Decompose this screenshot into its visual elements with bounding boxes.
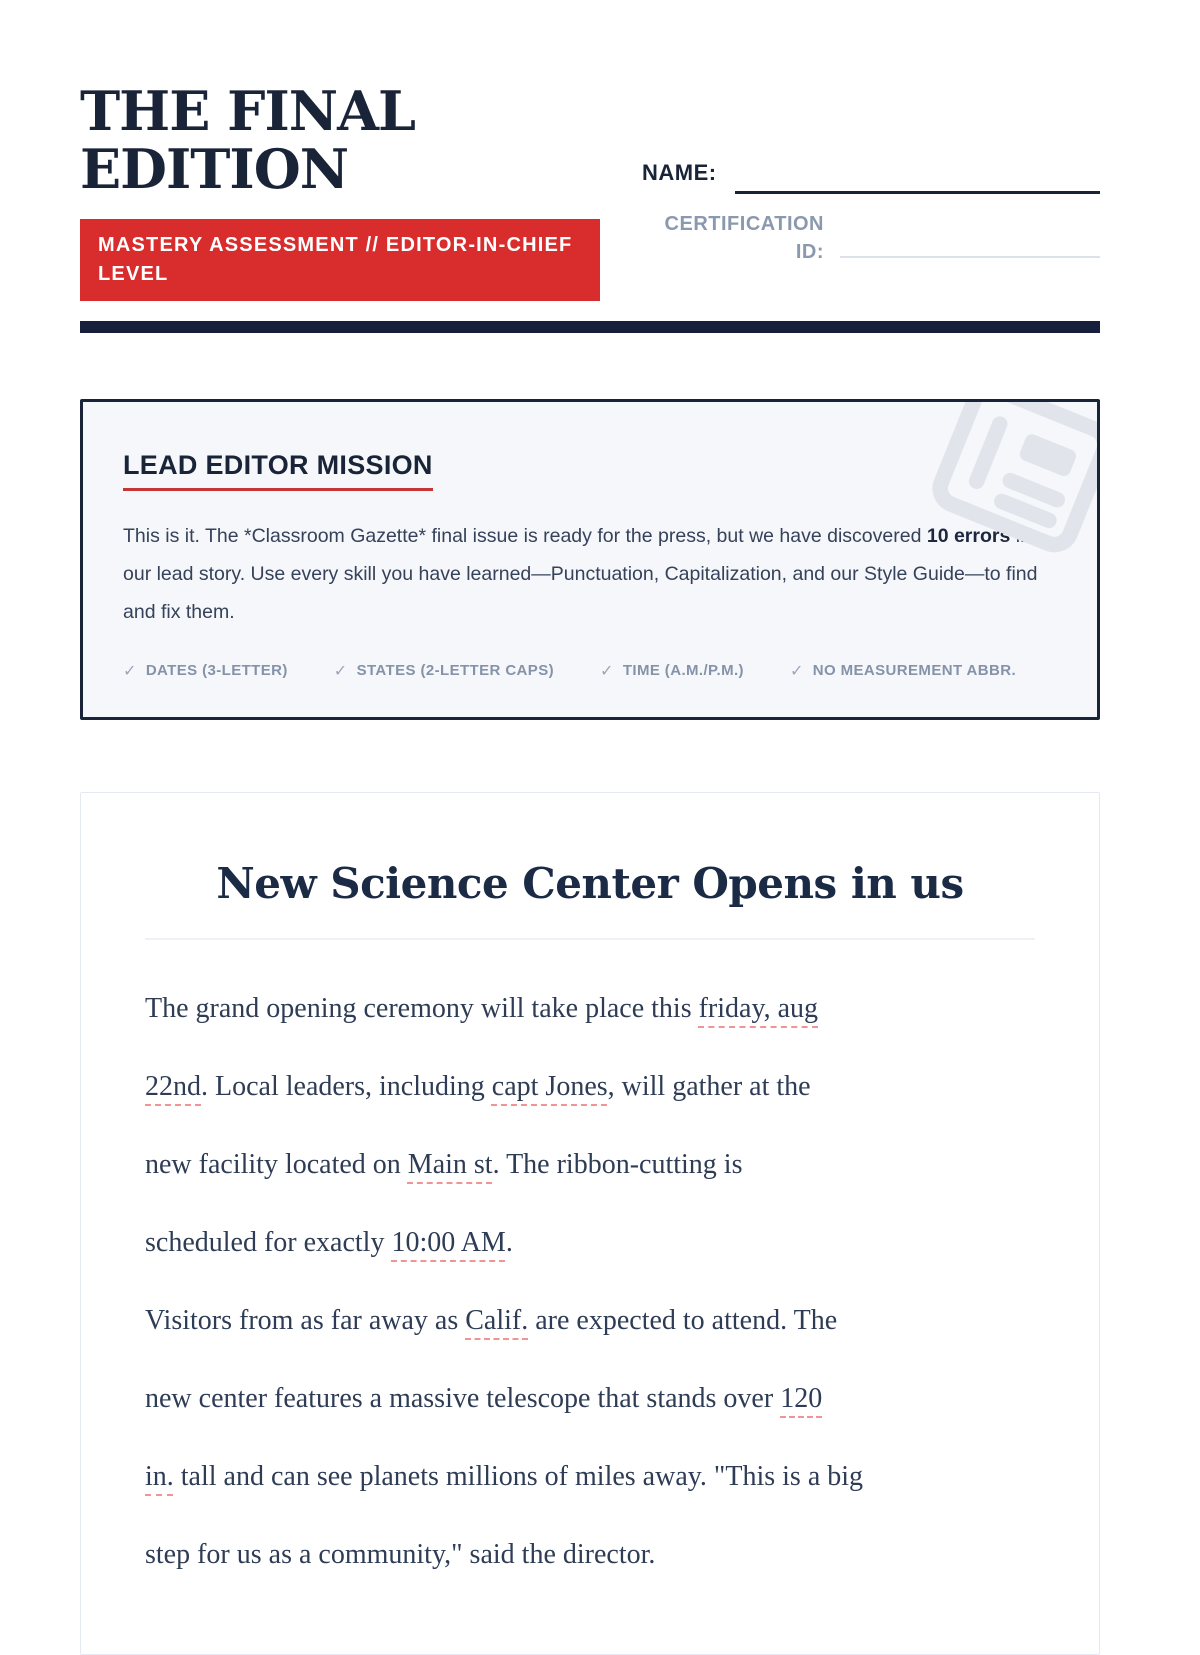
name-field-row bbox=[642, 160, 1100, 186]
name-blank-line bbox=[735, 191, 1100, 194]
text-span: Visitors from as far away as bbox=[145, 1304, 466, 1336]
name-label: NAME: bbox=[642, 160, 717, 185]
header-fields bbox=[600, 0, 1100, 301]
certification-id-label: CERTIFICATION ID: bbox=[664, 213, 824, 263]
error-span: Main st bbox=[407, 1148, 493, 1180]
tag-label: DATES (3-LETTER) bbox=[145, 662, 288, 680]
article-body bbox=[145, 970, 1035, 1594]
article-paragraph bbox=[145, 1282, 1035, 1594]
tag-dates bbox=[123, 661, 288, 681]
article-paragraph bbox=[145, 970, 1035, 1282]
headline-divider bbox=[145, 938, 1035, 940]
mission-box bbox=[80, 399, 1100, 720]
text-span: , will gather at the new facility located on bbox=[145, 1070, 811, 1180]
mission-heading: LEAD EDITOR MISSION bbox=[123, 450, 433, 491]
certification-id-field-row bbox=[642, 210, 1100, 266]
article-card bbox=[80, 792, 1100, 1655]
error-span: friday, aug 22nd bbox=[145, 992, 819, 1102]
check-icon: ✓ bbox=[123, 662, 137, 680]
mission-description bbox=[123, 517, 1057, 631]
tag-states bbox=[334, 661, 554, 681]
text-span: are expected to attend. The new center features a massive telescope that stands over bbox=[145, 1304, 838, 1414]
text-span: . The ribbon-cutting is scheduled for exactly bbox=[145, 1148, 743, 1258]
error-span: 120 in. bbox=[145, 1382, 823, 1492]
text-span: tall and can see planets millions of miles away. "This is a big step for us as a community," said the director. bbox=[145, 1460, 864, 1570]
check-icon: ✓ bbox=[333, 662, 348, 680]
tag-label: TIME (A.M./P.M.) bbox=[622, 662, 744, 680]
header-left bbox=[80, 0, 600, 301]
tag-time bbox=[600, 661, 744, 681]
certification-id-blank-line bbox=[840, 256, 1100, 258]
text-span: The grand opening ceremony will take place this bbox=[145, 992, 699, 1024]
error-span: capt Jones bbox=[491, 1070, 608, 1102]
error-span: Calif. bbox=[465, 1304, 529, 1336]
text-span: . bbox=[505, 1226, 513, 1258]
tag-measurement bbox=[790, 661, 1016, 681]
error-count: 10 errors bbox=[926, 524, 1011, 547]
check-icon: ✓ bbox=[600, 662, 614, 680]
level-badge: MASTERY ASSESSMENT // EDITOR-IN-CHIEF LEVEL bbox=[80, 219, 600, 301]
page-title: THE FINAL EDITION bbox=[80, 79, 415, 202]
check-icon: ✓ bbox=[789, 662, 804, 680]
tag-label: NO MEASUREMENT ABBR. bbox=[812, 662, 1017, 680]
text-span: . Local leaders, including bbox=[201, 1070, 492, 1102]
mission-text-before: This is it. The *Classroom Gazette* final issue is ready for the press, but we have discovered bbox=[123, 524, 927, 547]
tag-label: STATES (2-LETTER CAPS) bbox=[356, 662, 554, 680]
header-divider bbox=[80, 321, 1100, 333]
worksheet-header bbox=[80, 0, 1100, 301]
article-headline: New Science Center Opens in us bbox=[216, 858, 964, 908]
mission-text-after: in our lead story. Use every skill you have learned—Punctuation, Capitalization, and our Style Guide—to find and fix them. bbox=[123, 524, 1038, 623]
error-span: 10:00 AM bbox=[391, 1226, 506, 1258]
skill-tag-row bbox=[123, 661, 1057, 681]
